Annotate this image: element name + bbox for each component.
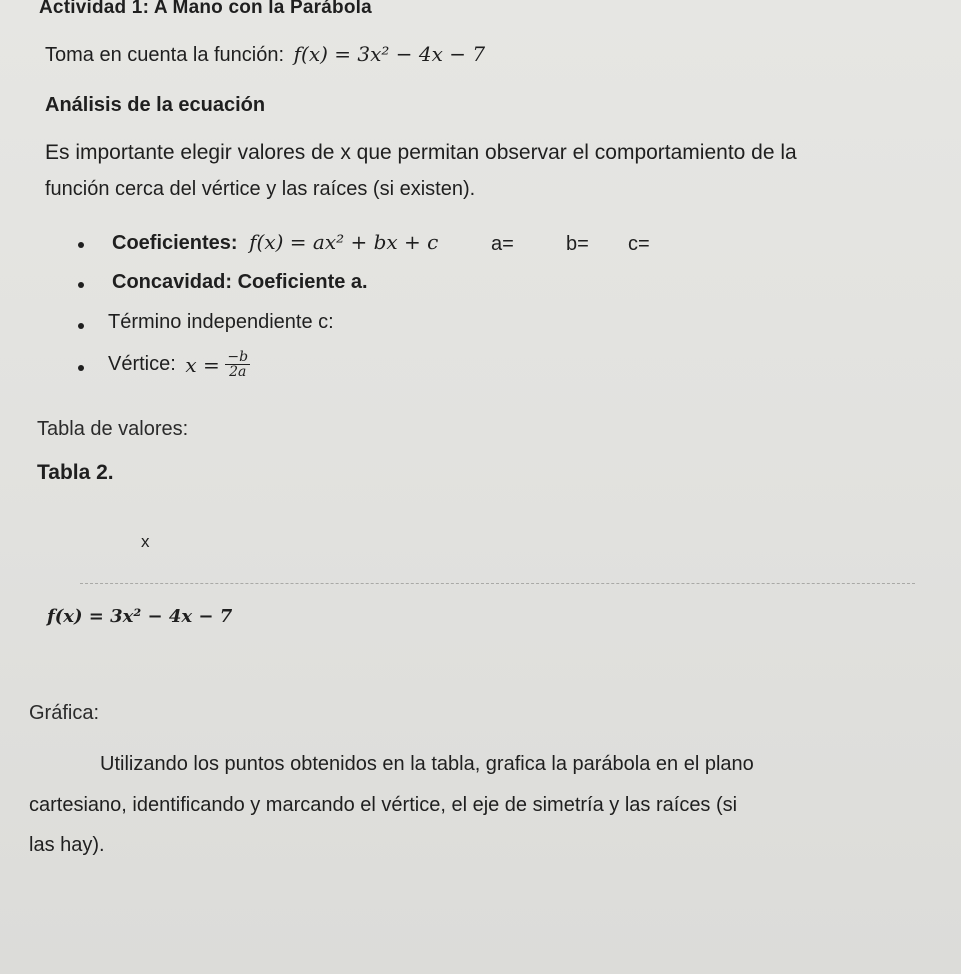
bullet-icon — [78, 365, 84, 371]
c-label: c= — [628, 233, 650, 255]
function-intro — [45, 42, 485, 67]
general-form-formula: f(x) = ax² + bx + c — [249, 230, 439, 254]
graph-instructions-line3: las hay). — [29, 834, 105, 856]
bullet-icon — [78, 242, 84, 248]
graph-instructions-line1: Utilizando los puntos obtenidos en la tabla, grafica la parábola en el plano — [100, 753, 754, 775]
table-caption: Tabla 2. — [37, 461, 114, 484]
table-x-header: x — [141, 532, 150, 551]
vertex-item — [108, 350, 250, 379]
b-label: b= — [566, 233, 589, 255]
graph-heading: Gráfica: — [29, 702, 100, 724]
vertex-lhs: x = — [185, 352, 220, 377]
page-title: Actividad 1: A Mano con la Parábola — [39, 0, 372, 18]
vertex-numerator: −b — [227, 349, 249, 365]
bullet-icon — [78, 323, 84, 329]
analysis-paragraph-line2: función cerca del vértice y las raíces (si existen). — [45, 178, 476, 200]
function-intro-text: Toma en cuenta la función: — [45, 44, 285, 66]
table-divider — [80, 583, 915, 584]
table-intro: Tabla de valores: — [37, 418, 189, 440]
vertex-denominator: 2a — [229, 364, 247, 380]
a-label: a= — [491, 233, 514, 255]
bullet-icon — [78, 282, 84, 288]
coefficients-label: Coeficientes: — [112, 232, 238, 254]
vertex-label: Vértice: — [108, 352, 176, 375]
coefficients-item — [112, 230, 438, 255]
graph-instructions-line2: cartesiano, identificando y marcando el vértice, el eje de simetría y las raíces (si — [29, 794, 738, 816]
concavity-item: Concavidad: Coeficiente a. — [112, 271, 368, 293]
table-fx-header: f(x) = 3x² − 4x − 7 — [47, 606, 233, 627]
main-function: f(x) = 3x² − 4x − 7 — [293, 42, 486, 66]
analysis-heading: Análisis de la ecuación — [45, 94, 266, 116]
vertex-fraction — [225, 350, 250, 379]
independent-term-item: Término independiente c: — [108, 311, 334, 333]
analysis-paragraph-line1: Es importante elegir valores de x que permitan observar el comportamiento de la — [45, 141, 797, 164]
